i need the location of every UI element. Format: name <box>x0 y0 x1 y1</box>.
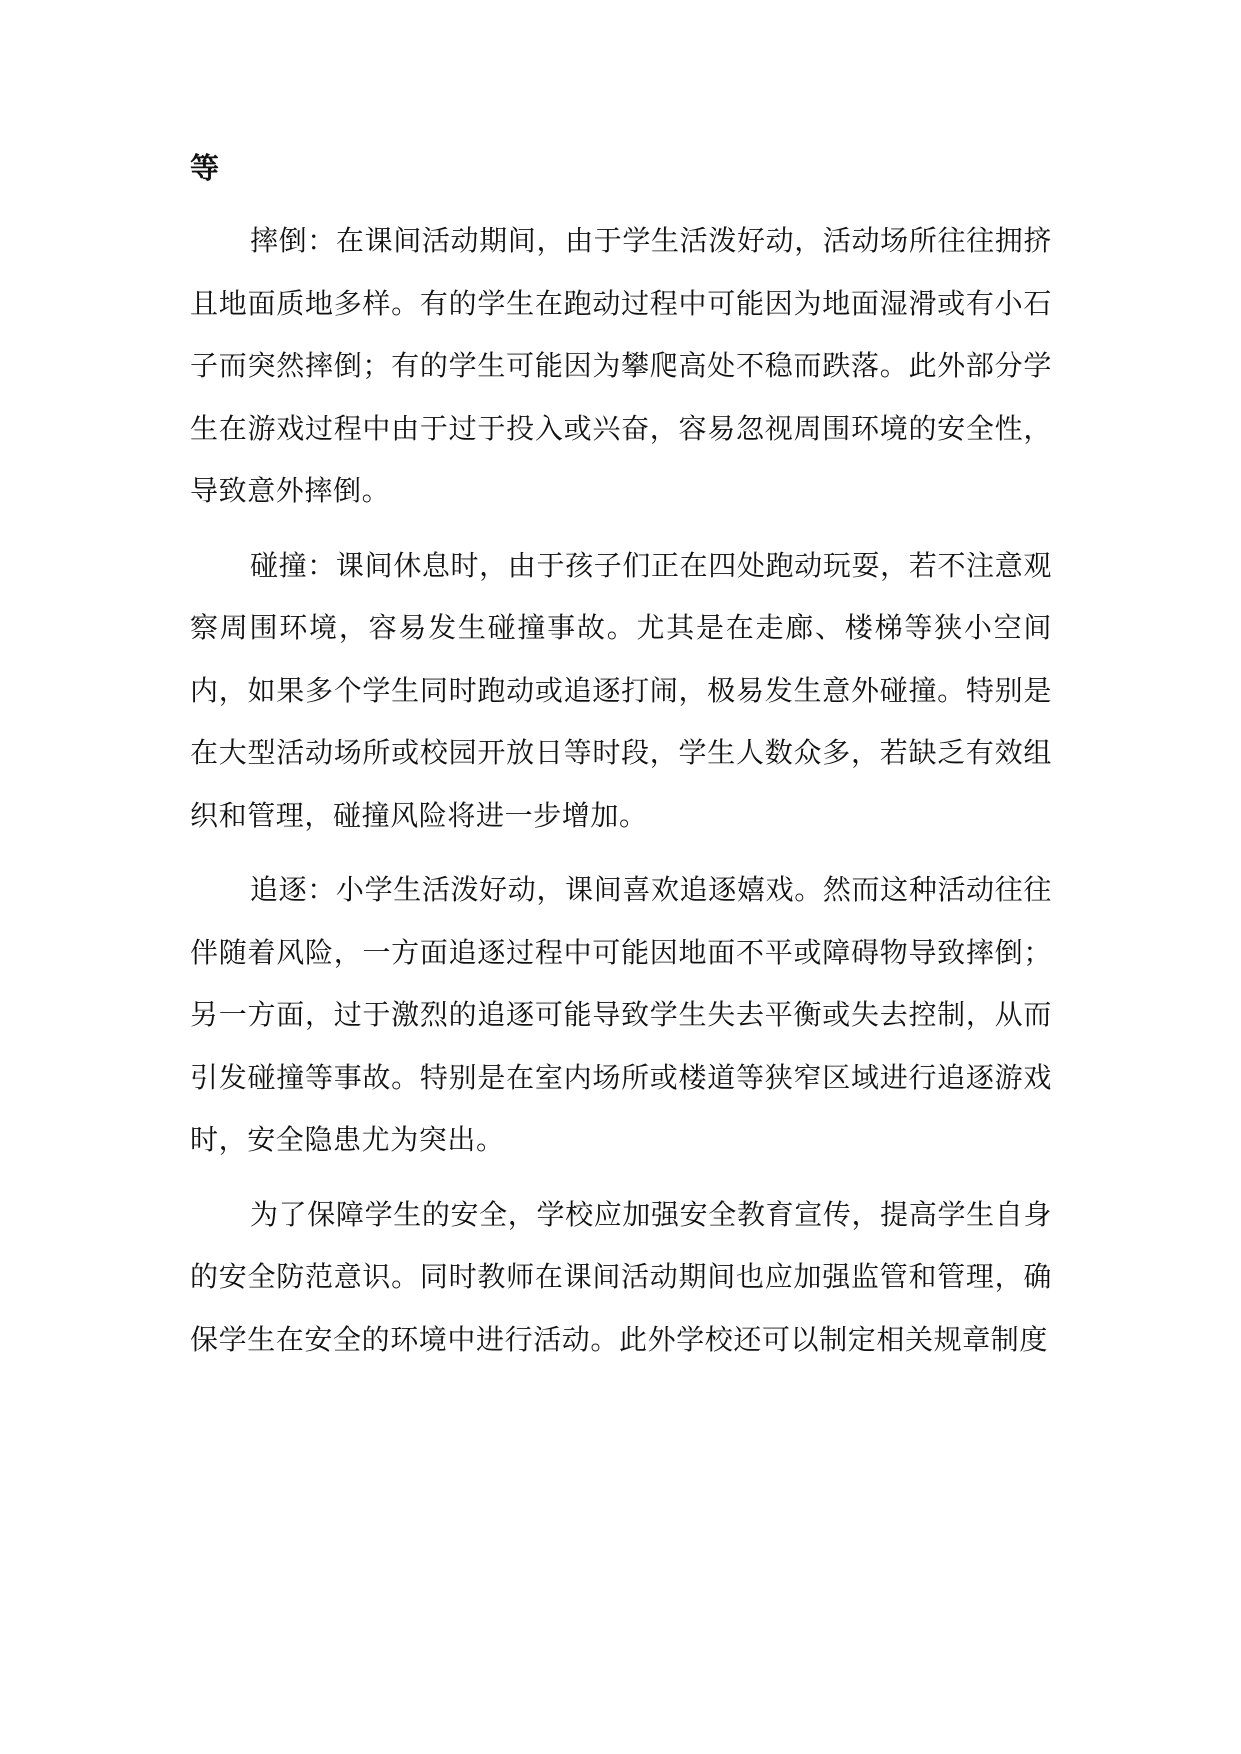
paragraph-safety-measures: 为了保障学生的安全，学校应加强安全教育宣传，提高学生自身的安全防范意识。同时教师在课间活动期间也应加强监管和管理，确保学生在安全的环境中进行活动。此外学校还可以制定相关规章制度 <box>190 1197 1052 1356</box>
paragraph-falling: 摔倒：在课间活动期间，由于学生活泼好动，活动场所往往拥挤且地面质地多样。有的学生在跑动过程中可能因为地面湿滑或有小石子而突然摔倒；有的学生可能因为攀爬高处不稳而跌落。此外部分学生在游戏过程中由于过于投入或兴奋，容易忽视周围环境的安全性，导致意外摔倒。 <box>190 224 1052 507</box>
heading-text: 等 <box>190 151 220 185</box>
paragraph-collision: 碰撞：课间休息时，由于孩子们正在四处跑动玩耍，若不注意观察周围环境，容易发生碰撞事故。尤其是在走廊、楼梯等狭小空间内，如果多个学生同时跑动或追逐打闹，极易发生意外碰撞。特别是在大型活动场所或校园开放日等时段，学生人数众多，若缺乏有效组织和管理，碰撞风险将进一步增加。 <box>190 548 1052 832</box>
document-page <box>190 138 1052 1383</box>
paragraph-chasing: 追逐：小学生活泼好动，课间喜欢追逐嬉戏。然而这种活动往往伴随着风险，一方面追逐过程中可能因地面不平或障碍物导致摔倒；另一方面，过于激烈的追逐可能导致学生失去平衡或失去控制，从而引发碰撞等事故。特别是在室内场所或楼道等狭窄区域进行追逐游戏时，安全隐患尤为突出。 <box>190 873 1052 1156</box>
